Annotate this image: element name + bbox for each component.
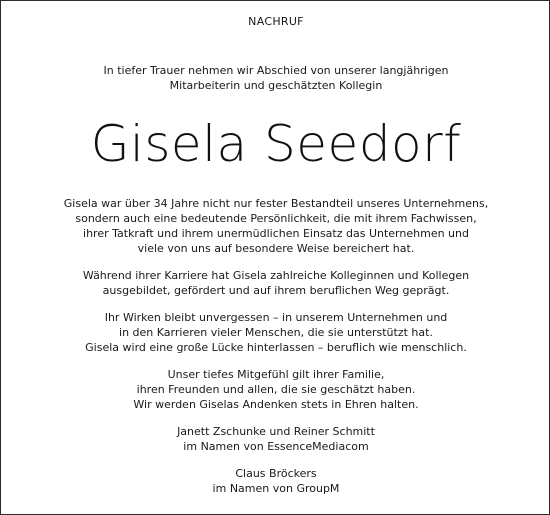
paragraph-line: viele von uns auf besondere Weise bereichert hat. — [137, 242, 415, 255]
paragraph-line: Ihr Wirken bleibt unvergessen – in unserem Unternehmen und — [104, 311, 448, 324]
career-paragraph — [1, 268, 550, 298]
signature-block — [1, 424, 550, 454]
paragraph-line: Unser tiefes Mitgefühl gilt ihrer Familie, — [167, 368, 385, 381]
legacy-paragraph — [1, 310, 550, 355]
paragraph-line: Gisela war über 34 Jahre nicht nur fester Bestandteil unseres Unternehmens, — [63, 197, 489, 210]
paragraph-line: sondern auch eine bedeutende Persönlichkeit, die mit ihrem Fachwissen, — [75, 212, 477, 225]
notice-heading: NACHRUF — [248, 15, 304, 28]
paragraph-line: Während ihrer Karriere hat Gisela zahlreiche Kolleginnen und Kollegen — [82, 269, 470, 282]
paragraph-line: ihren Freunden und allen, die sie geschätzt haben. — [136, 383, 416, 396]
condolence-paragraph — [1, 367, 550, 412]
paragraph-line: ausgebildet, gefördert und auf ihrem beruflichen Weg geprägt. — [102, 284, 450, 297]
intro-line: Mitarbeiterin und geschätzten Kollegin — [169, 79, 383, 92]
signature-organization: im Namen von EssenceMediacom — [183, 440, 369, 453]
signature-block — [1, 466, 550, 496]
signature-organization: im Namen von GroupM — [212, 482, 340, 495]
deceased-name: Gisela Seedorf — [90, 115, 462, 173]
intro-text — [1, 63, 550, 93]
paragraph-line: Wir werden Giselas Andenken stets in Ehren halten. — [133, 398, 419, 411]
paragraph-line: ihrer Tatkraft und ihrem unermüdlichen Einsatz das Unternehmen und — [83, 227, 469, 240]
paragraph-line: in den Karrieren vieler Menschen, die sie unterstützt hat. — [119, 326, 433, 339]
paragraph-line: Gisela wird eine große Lücke hinterlassen – beruflich wie menschlich. — [85, 341, 467, 354]
tribute-paragraph — [1, 196, 550, 256]
intro-line: In tiefer Trauer nehmen wir Abschied von unserer langjährigen — [103, 64, 449, 77]
signature-names: Janett Zschunke und Reiner Schmitt — [177, 425, 375, 438]
signature-names: Claus Bröckers — [235, 467, 317, 480]
